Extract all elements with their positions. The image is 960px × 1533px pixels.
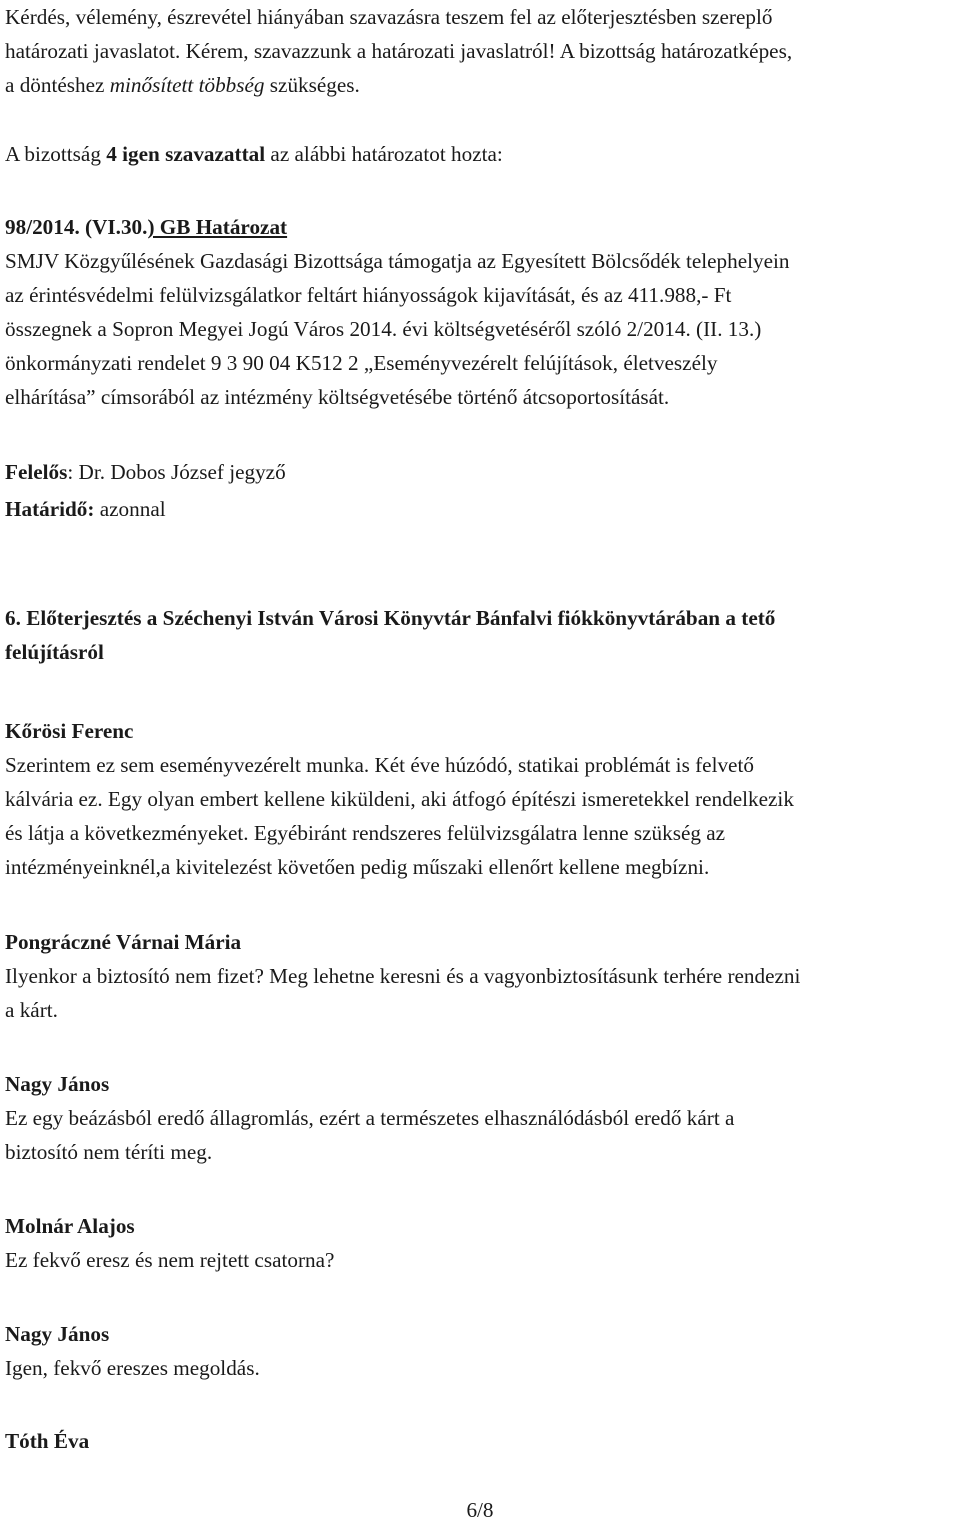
resolution-line: elhárítása” címsorából az intézmény költségvetésébe történő átcsoportosítását. <box>5 385 670 409</box>
speech-nagy-2 <box>5 1317 955 1385</box>
deadline-label: Határidő: <box>5 497 95 521</box>
resolution-block <box>5 210 955 414</box>
qualified-majority-term: minősített többség <box>109 73 265 97</box>
speech-line: intézményeinknél,a kivitelezést követően pedig műszaki ellenőrt kellene megbízni. <box>5 855 710 879</box>
agenda-item-heading <box>5 601 955 669</box>
speech-line: és látja a következményeket. Egyébiránt rendszeres felülvizsgálatra lenne szükség az <box>5 821 726 845</box>
speech-line: biztosító nem téríti meg. <box>5 1140 213 1164</box>
responsible-person: Felelős: Dr. Dobos József jegyző <box>5 460 286 484</box>
deadline: Határidő: azonnal <box>5 497 166 521</box>
speaker-name: Molnár Alajos <box>5 1214 135 1238</box>
intro-line: a döntéshez minősített többség szükséges. <box>5 73 360 97</box>
resolution-line: önkormányzati rendelet 9 3 90 04 K512 2 „Eseményvezérelt felújítások, életveszély <box>5 351 718 375</box>
speech-toth <box>5 1424 955 1458</box>
page-number: 6/8 <box>466 1498 494 1522</box>
speech-line: Igen, fekvő ereszes megoldás. <box>5 1356 260 1380</box>
speech-nagy-1 <box>5 1067 955 1169</box>
speech-line: Ez egy beázásból eredő állagromlás, ezért a természetes elhasználódásból eredő kárt a <box>5 1106 735 1130</box>
speaker-name: Pongráczné Várnai Mária <box>5 930 242 954</box>
speech-line: kálvária ez. Egy olyan embert kellene kiküldeni, aki átfogó építészi ismeretekkel rendelkezik <box>5 787 794 811</box>
speaker-name: Kőrösi Ferenc <box>5 719 134 743</box>
speaker-name: Nagy János <box>5 1322 110 1346</box>
intro-line: határozati javaslatot. Kérem, szavazzunk a határozati javaslatról! A bizottság határozatképes, <box>5 39 793 63</box>
agenda-heading-line: felújításról <box>5 640 104 664</box>
speaker-name: Tóth Éva <box>5 1429 90 1453</box>
resolution-line: az érintésvédelmi felülvizsgálatkor feltárt hiányosságok kijavítását, és az 411.988,- Ft <box>5 283 732 307</box>
speech-line: Ez fekvő eresz és nem rejtett csatorna? <box>5 1248 335 1272</box>
intro-line: Kérdés, vélemény, észrevétel hiányában szavazásra teszem fel az előterjesztésben szereplő <box>5 5 773 29</box>
agenda-heading-line: 6. Előterjesztés a Széchenyi István Városi Könyvtár Bánfalvi fiókkönyvtárában a tető <box>5 606 776 630</box>
resolution-number: 98/2014. (VI.30.) GB Határozat <box>5 215 288 239</box>
responsible-label: Felelős <box>5 460 68 484</box>
speech-molnar <box>5 1209 955 1277</box>
resolution-line: SMJV Közgyűlésének Gazdasági Bizottsága támogatja az Egyesített Bölcsődék telephelyein <box>5 249 790 273</box>
speech-line: a kárt. <box>5 998 58 1022</box>
vote-result: A bizottság 4 igen szavazattal az alábbi határozatot hozta: <box>5 142 503 166</box>
speech-pongraczne <box>5 925 955 1027</box>
speech-line: Ilyenkor a biztosító nem fizet? Meg lehetne keresni és a vagyonbiztosításunk terhére rendezni <box>5 964 801 988</box>
speech-korosi <box>5 714 955 884</box>
speaker-name: Nagy János <box>5 1072 110 1096</box>
speech-line: Szerintem ez sem eseményvezérelt munka. Két éve húzódó, statikai problémát is felvető <box>5 753 754 777</box>
vote-count: 4 igen szavazattal <box>106 142 266 166</box>
intro-paragraph <box>5 0 955 102</box>
resolution-line: összegnek a Sopron Megyei Jogú Város 2014. évi költségvetéséről szóló 2/2014. (II. 13.) <box>5 317 762 341</box>
